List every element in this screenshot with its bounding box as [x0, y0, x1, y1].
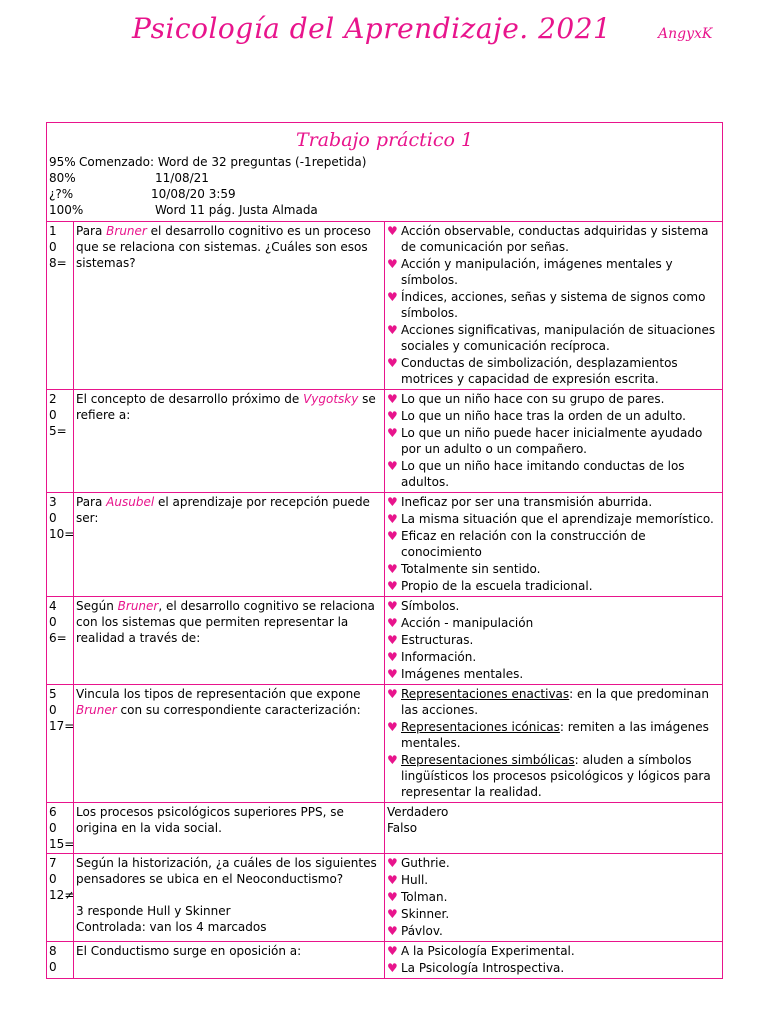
heart-icon: ♥	[387, 579, 398, 593]
heart-icon: ♥	[387, 753, 398, 767]
heart-icon: ♥	[387, 392, 398, 406]
question-row	[47, 942, 723, 979]
heart-icon: ♥	[387, 356, 398, 370]
answer-list	[385, 854, 723, 942]
answer-item: ♥ Propio de la escuela tradicional.	[387, 579, 593, 593]
answer-item: ♥ Lo que un niño hace tras la orden de un adulto.	[387, 409, 686, 423]
header-row	[47, 123, 723, 222]
heart-icon: ♥	[387, 961, 398, 975]
answer-list	[385, 390, 723, 493]
heart-icon: ♥	[387, 426, 398, 440]
meta-pct: 95%	[49, 155, 76, 169]
heart-icon: ♥	[387, 616, 398, 630]
answer-item: ♥ Eficaz en relación con la construcción de conocimiento	[387, 529, 646, 559]
question-text: Los procesos psicológicos superiores PPS, se origina en la vida social.	[74, 803, 385, 854]
answer-item: ♥ La misma situación que el aprendizaje memorístico.	[387, 512, 714, 526]
heart-icon: ♥	[387, 720, 398, 734]
heart-icon: ♥	[387, 944, 398, 958]
meta-row	[49, 186, 720, 202]
answer-item: ♥ Conductas de simbolización, desplazamientos motrices y capacidad de expresión escrita.	[387, 356, 678, 386]
answer-item: ♥ Hull.	[387, 873, 429, 887]
question-text: El concepto de desarrollo próximo de Vygotsky se refiere a:	[74, 390, 385, 493]
meta-text: Word 11 pág. Justa Almada	[155, 203, 318, 217]
meta-pct: ¿?%	[49, 187, 74, 201]
question-note: Controlada: van los 4 marcados	[76, 920, 267, 934]
meta-text: 11/08/21	[155, 171, 209, 185]
heart-icon: ♥	[387, 495, 398, 509]
question-number: 5 0 17=	[47, 685, 74, 803]
question-text: Vincula los tipos de representación que expone Bruner con su correspondiente caracterización:	[74, 685, 385, 803]
heart-icon: ♥	[387, 323, 398, 337]
heart-icon: ♥	[387, 599, 398, 613]
answer-item: ♥ Lo que un niño hace con su grupo de pares.	[387, 392, 665, 406]
heart-icon: ♥	[387, 257, 398, 271]
answer-list	[385, 685, 723, 803]
question-text: Según la historización, ¿a cuáles de los siguientes pensadores se ubica en el Neoconductismo? 3 responde Hull y Skinner Controlada: van los 4 marcados	[74, 854, 385, 942]
question-row	[47, 390, 723, 493]
practice-title: Trabajo práctico 1	[295, 129, 474, 151]
answer-item: ♥ Totalmente sin sentido.	[387, 562, 541, 576]
answer-item: ♥ Símbolos.	[387, 599, 460, 613]
meta-text: Comenzado: Word de 32 preguntas (-1repetida)	[79, 155, 367, 169]
heart-icon: ♥	[387, 667, 398, 681]
answer-item: ♥ Skinner.	[387, 907, 450, 921]
answer-list	[385, 803, 723, 854]
answer-item: Verdadero	[387, 805, 449, 819]
heart-icon: ♥	[387, 924, 398, 938]
answer-item: ♥ Estructuras.	[387, 633, 474, 647]
question-number: 8 0	[47, 942, 74, 979]
practice-header	[47, 123, 723, 222]
answer-item: ♥ Acción y manipulación, imágenes mentales y símbolos.	[387, 257, 673, 287]
meta-pct: 100%	[49, 203, 84, 217]
heart-icon: ♥	[387, 687, 398, 701]
question-number: 6 0 15=	[47, 803, 74, 854]
question-number: 7 0 12≠	[47, 854, 74, 942]
answer-item: ♥ Información.	[387, 650, 477, 664]
heart-icon: ♥	[387, 224, 398, 238]
question-row	[47, 854, 723, 942]
question-row	[47, 597, 723, 685]
answer-item: ♥ Imágenes mentales.	[387, 667, 524, 681]
answer-item: ♥ Lo que un niño hace imitando conductas de los adultos.	[387, 459, 685, 489]
question-number: 3 0 10=	[47, 493, 74, 597]
question-number: 4 0 6=	[47, 597, 74, 685]
answer-item: ♥ Representaciones enactivas: en la que predominan las acciones.	[387, 687, 709, 717]
answer-item: ♥ Índices, acciones, señas y sistema de signos como símbolos.	[387, 290, 706, 320]
heart-icon: ♥	[387, 856, 398, 870]
question-number: 2 0 5=	[47, 390, 74, 493]
quiz-table	[46, 122, 723, 979]
answer-item: ♥ Ineficaz por ser una transmisión aburrida.	[387, 495, 653, 509]
answer-item: ♥ Representaciones simbólicas: aluden a símbolos lingüísticos los procesos psicológicos y lógicos para representar la realidad.	[387, 753, 711, 799]
question-row	[47, 685, 723, 803]
heart-icon: ♥	[387, 907, 398, 921]
heart-icon: ♥	[387, 650, 398, 664]
answer-item: ♥ Acción - manipulación	[387, 616, 534, 630]
heart-icon: ♥	[387, 290, 398, 304]
answer-list	[385, 222, 723, 390]
answer-item: ♥ Pávlov.	[387, 924, 443, 938]
meta-row	[49, 154, 720, 170]
answer-item: Falso	[387, 821, 418, 835]
heart-icon: ♥	[387, 459, 398, 473]
question-row	[47, 803, 723, 854]
question-row	[47, 222, 723, 390]
question-note: 3 responde Hull y Skinner	[76, 904, 231, 918]
question-text: El Conductismo surge en oposición a:	[74, 942, 385, 979]
heart-icon: ♥	[387, 873, 398, 887]
question-text: Para Bruner el desarrollo cognitivo es un proceso que se relaciona con sistemas. ¿Cuáles son esos sistemas?	[74, 222, 385, 390]
heart-icon: ♥	[387, 562, 398, 576]
question-text: Para Ausubel el aprendizaje por recepción puede ser:	[74, 493, 385, 597]
answer-item: ♥ Lo que un niño puede hacer inicialmente ayudado por un adulto o un compañero.	[387, 426, 703, 456]
heart-icon: ♥	[387, 529, 398, 543]
document-title: Psicología del Aprendizaje. 2021	[132, 12, 612, 45]
answer-list	[385, 942, 723, 979]
meta-text: 10/08/20 3:59	[151, 187, 236, 201]
meta-row	[49, 170, 720, 186]
answer-item: ♥ Representaciones icónicas: remiten a las imágenes mentales.	[387, 720, 709, 750]
heart-icon: ♥	[387, 512, 398, 526]
answer-list	[385, 597, 723, 685]
meta-pct: 80%	[49, 171, 76, 185]
question-row	[47, 493, 723, 597]
heart-icon: ♥	[387, 633, 398, 647]
answer-item: ♥ Guthrie.	[387, 856, 450, 870]
answer-item: ♥ Acciones significativas, manipulación de situaciones sociales y comunicación recíproca.	[387, 323, 716, 353]
answer-item: ♥ Acción observable, conductas adquiridas y sistema de comunicación por señas.	[387, 224, 709, 254]
answer-list	[385, 493, 723, 597]
answer-item: ♥ A la Psicología Experimental.	[387, 944, 575, 958]
author-signature: AngyxK	[658, 26, 713, 42]
heart-icon: ♥	[387, 409, 398, 423]
question-number: 1 0 8=	[47, 222, 74, 390]
question-text: Según Bruner, el desarrollo cognitivo se relaciona con los sistemas que permiten representar la realidad a través de:	[74, 597, 385, 685]
answer-item: ♥ Tolman.	[387, 890, 448, 904]
heart-icon: ♥	[387, 890, 398, 904]
meta-row	[49, 202, 720, 218]
answer-item: ♥ La Psicología Introspectiva.	[387, 961, 565, 975]
